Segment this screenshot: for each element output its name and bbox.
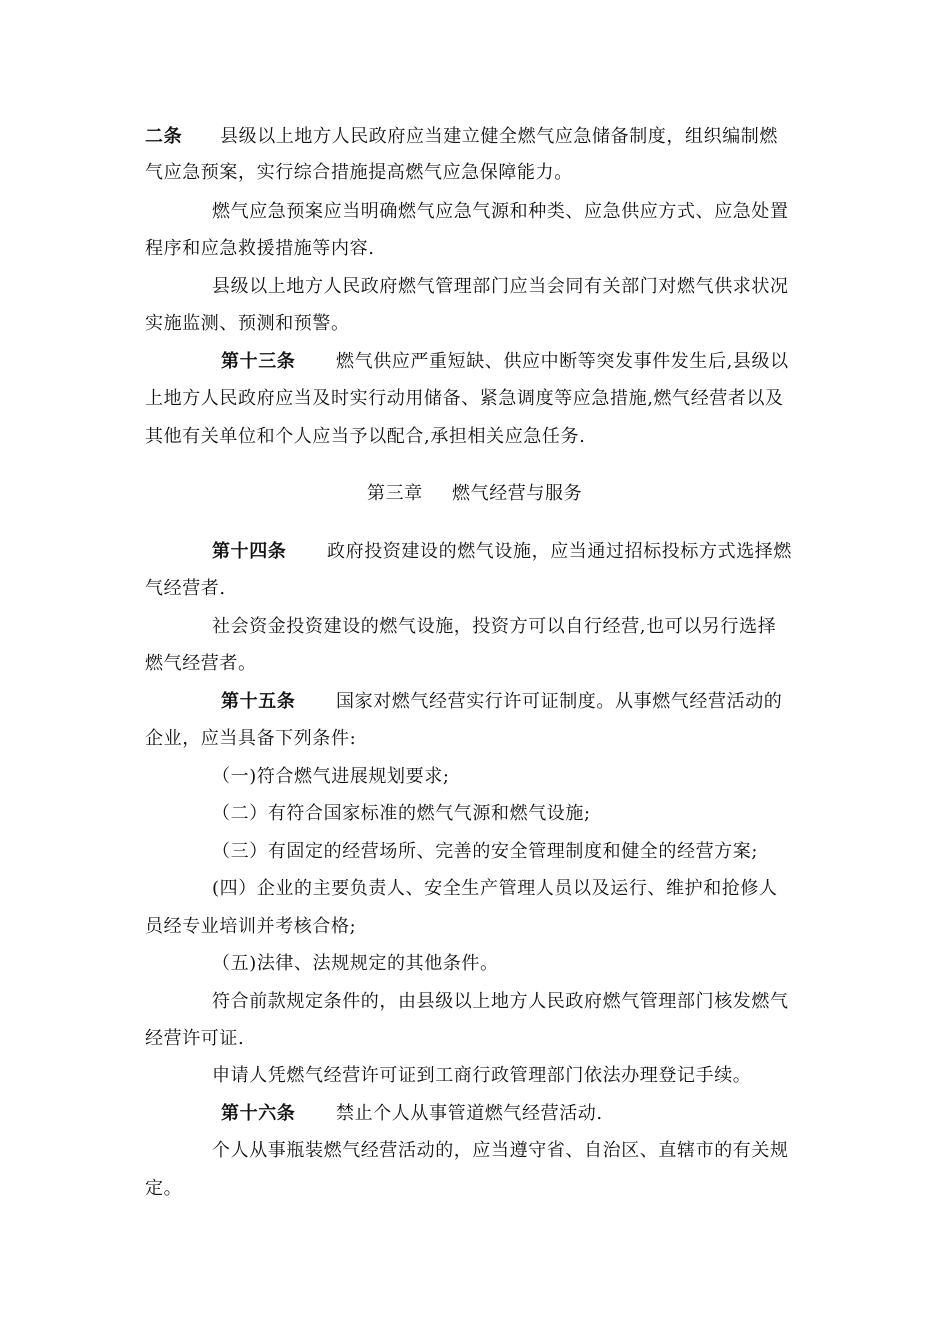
article-15-item-2: （二）有符合国家标准的燃气气源和燃气设施; [212, 803, 591, 824]
article-15-p2-line1: 符合前款规定条件的，由县级以上地方人民政府燃气管理部门核发燃气 [212, 991, 789, 1012]
article-15-item-4-line2: 员经专业培训并考核合格; [145, 916, 357, 937]
article-15-item-4-line1: (四）企业的主要负责人、安全生产管理人员以及运行、维护和抢修人 [212, 878, 778, 899]
article-14-p1-line1: 政府投资建设的燃气设施，应当通过招标投标方式选择燃 [327, 541, 792, 562]
article-15-p3: 申请人凭燃气经营许可证到工商行政管理部门依法办理登记手续。 [212, 1065, 752, 1086]
article-15-heading: 第十五条 [221, 691, 296, 712]
article-16-heading: 第十六条 [221, 1103, 296, 1124]
article-12-p1-line2: 气应急预案，实行综合措施提高燃气应急保障能力。 [145, 162, 573, 183]
article-13-line1: 燃气供应严重短缺、供应中断等突发事件发生后,县级以 [336, 351, 789, 372]
article-15-item-1: （一)符合燃气进展规划要求; [212, 766, 450, 787]
article-12-heading: 二条 [145, 126, 183, 147]
article-14-p1-line2: 气经营者. [145, 578, 226, 599]
article-14-heading: 第十四条 [212, 541, 287, 562]
article-14-p2-line2: 燃气经营者。 [145, 653, 257, 674]
article-16-p2-line2: 定。 [145, 1178, 183, 1199]
article-16-p1: 禁止个人从事管道燃气经营活动. [336, 1103, 603, 1124]
article-15-p1-line1: 国家对燃气经营实行许可证制度。从事燃气经营活动的 [336, 691, 783, 712]
article-13-line2: 上地方人民政府应当及时实行动用储备、紧急调度等应急措施,燃气经营者以及 [145, 388, 784, 409]
article-12-p1-line1: 县级以上地方人民政府应当建立健全燃气应急储备制度，组织编制燃 [220, 126, 778, 147]
article-15-item-5: （五)法律、法规规定的其他条件。 [212, 953, 499, 974]
article-15-p2-line2: 经营许可证. [145, 1028, 245, 1049]
chapter-number: 第三章 [367, 483, 423, 504]
article-12-p3-line1: 县级以上地方人民政府燃气管理部门应当会同有关部门对燃气供求状况 [212, 276, 789, 297]
article-14-p2-line1: 社会资金投资建设的燃气设施，投资方可以自行经营,也可以另行选择 [212, 616, 777, 637]
chapter-title: 燃气经营与服务 [452, 483, 583, 504]
article-12-p3-line2: 实施监测、预测和预警。 [145, 313, 350, 334]
article-12-p2-line1: 燃气应急预案应当明确燃气应急气源和种类、应急供应方式、应急处置 [212, 201, 789, 222]
article-13-heading: 第十三条 [221, 351, 296, 372]
article-15-item-3: （三）有固定的经营场所、完善的安全管理制度和健全的经营方案; [212, 841, 759, 862]
article-16-p2-line1: 个人从事瓶装燃气经营活动的，应当遵守省、自治区、直辖市的有关规 [212, 1140, 789, 1161]
article-15-p1-line2: 企业，应当具备下列条件: [145, 728, 357, 749]
article-12-p2-line2: 程序和应急救援措施等内容. [145, 238, 375, 259]
article-13-line3: 其他有关单位和个人应当予以配合,承担相关应急任务. [145, 426, 586, 447]
